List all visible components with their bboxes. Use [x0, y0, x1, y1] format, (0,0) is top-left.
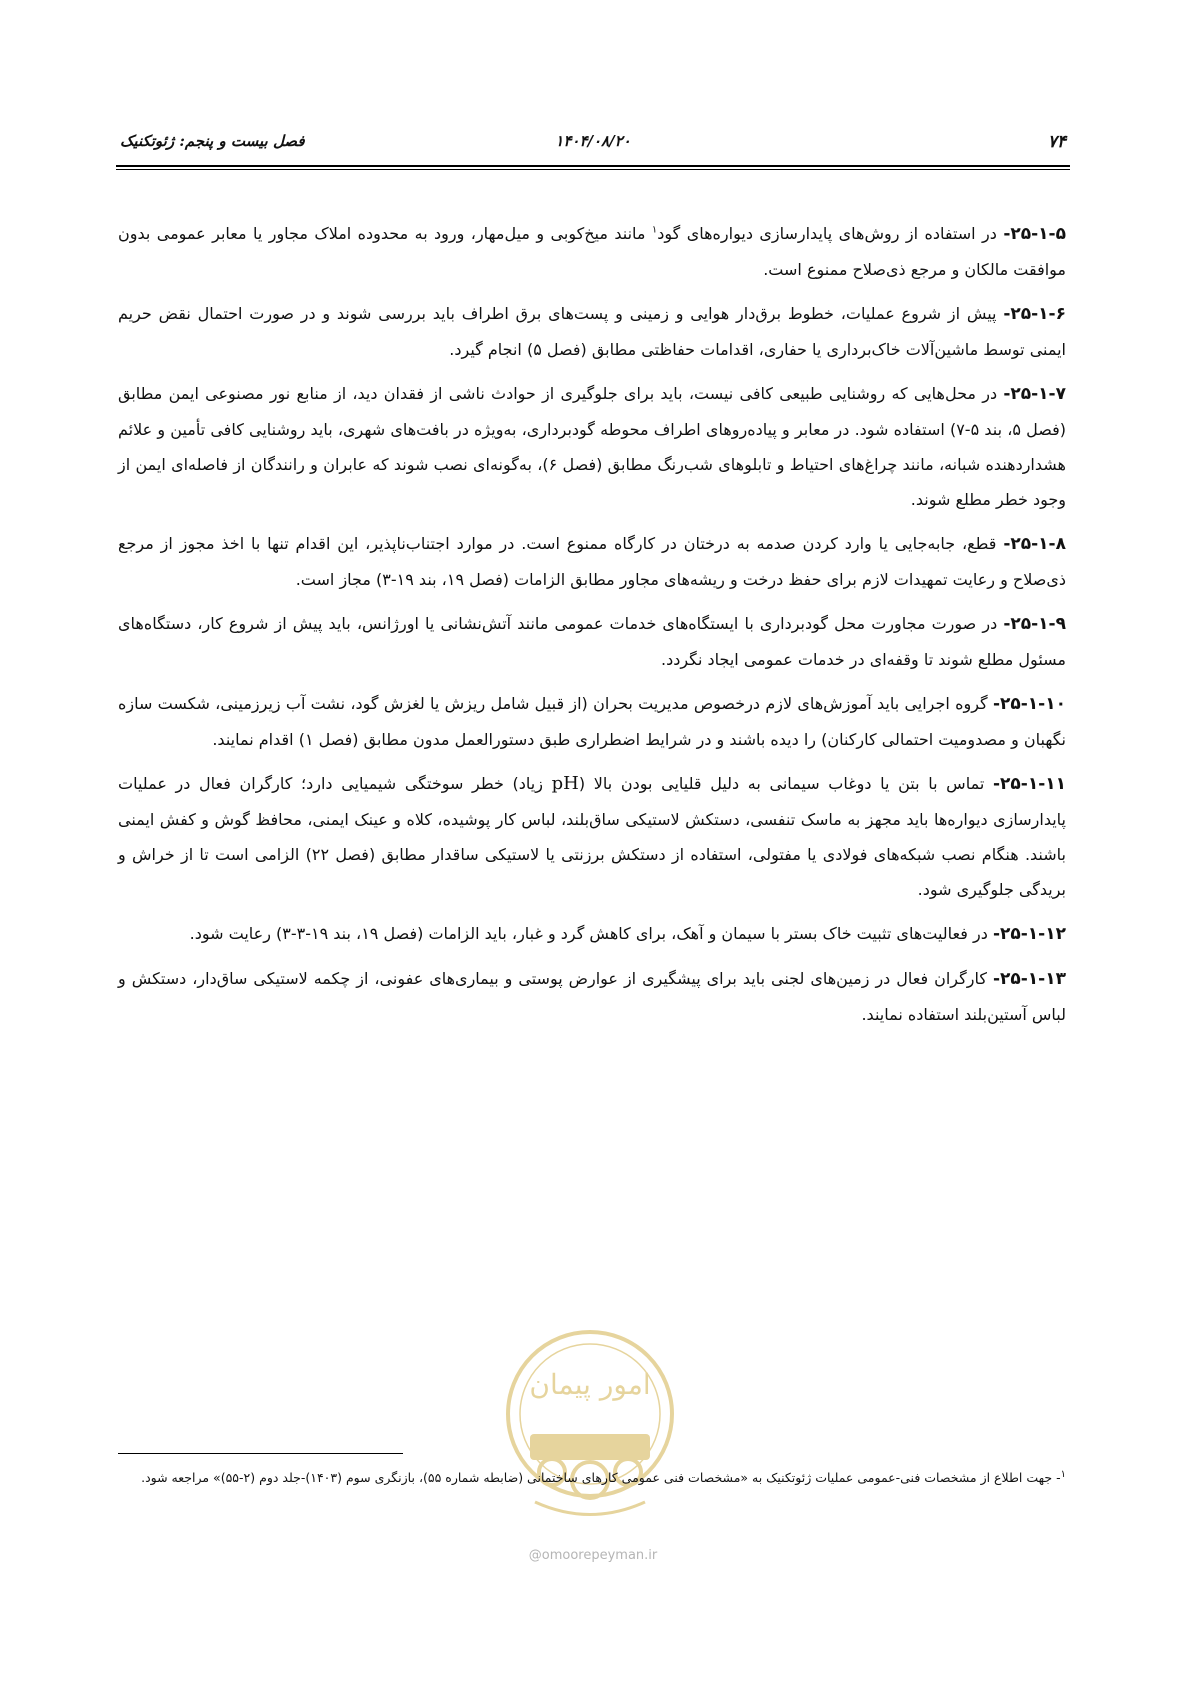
page-number: ۷۴	[1047, 132, 1066, 152]
paragraph-25-1-8	[118, 526, 1066, 597]
clause-number: ۲۵-۱-۷-	[1003, 384, 1066, 404]
footnote	[118, 1464, 1066, 1492]
clause-number: ۲۵-۱-۹-	[1003, 614, 1066, 634]
clause-number: ۲۵-۱-۱۳-	[992, 969, 1066, 989]
footnote-reference[interactable]: ۱	[651, 224, 658, 236]
paragraph-text: در فعالیت‌های تثبیت خاک بستر با سیمان و آهک، برای کاهش گرد و غبار، باید الزامات (فصل ۱۹، بند ۱۹-۳-۳) رعایت شود.	[189, 924, 993, 943]
paragraph-25-1-9	[118, 606, 1066, 677]
ph-term: pH	[551, 773, 579, 794]
paragraph-text: تماس با بتن یا دوغاب سیمانی به دلیل قلیایی بودن بالا (	[578, 774, 993, 793]
paragraph-text: کارگران فعال در زمین‌های لجنی باید برای پیشگیری از عوارض پوستی و بیماری‌های عفونی، از چکمه لاستیکی ساق‌دار، دستکش و لباس آستین‌بلند استفاده نمایند.	[118, 969, 1066, 1024]
footnote-marker: ۱	[1060, 1468, 1066, 1480]
footnote-rule	[118, 1453, 403, 1454]
clause-number: ۲۵-۱-۸-	[1003, 534, 1066, 554]
clause-number: ۲۵-۱-۱۱-	[992, 774, 1067, 794]
watermark-url: @omoorepeyman.ir	[528, 1548, 658, 1563]
header-date: ۱۴۰۴/۰۸/۲۰	[555, 132, 631, 150]
paragraph-text: گروه اجرایی باید آموزش‌های لازم درخصوص مدیریت بحران (از قبیل شامل ریزش یا لغزش گود، نشت آب زیرزمینی، شکست سازه نگهبان و مصدومیت احتمالی کارکنان) را دیده باشند و در شرایط اضطراری طبق دستورالعمل مدون مطابق (فصل ۱) اقدام نمایند.	[118, 694, 1066, 749]
clause-number: ۲۵-۱-۱۲-	[992, 924, 1066, 944]
watermark-logo	[490, 1322, 690, 1532]
footnote-text: - جهت اطلاع از مشخصات فنی-عمومی عملیات ژئوتکنیک به «مشخصات فنی عمومی کارهای ساختمانی (ضابطه شماره ۵۵)، بازنگری سوم (۱۴۰۳)-جلد دوم (۲-۵۵)» مراجعه شود.	[141, 1470, 1061, 1485]
clause-number: ۲۵-۱-۱۰-	[992, 694, 1066, 714]
paragraph-25-1-12	[118, 916, 1066, 952]
paragraph-25-1-13	[118, 961, 1066, 1032]
paragraph-text: قطع، جابه‌جایی یا وارد کردن صدمه به درختان در کارگاه ممنوع است. در موارد اجتناب‌ناپذیر، این اقدام تنها با اخذ مجوز از مرجع ذی‌صلاح و رعایت تمهیدات لازم برای حفظ درخت و ریشه‌های مجاور مطابق الزامات (فصل ۱۹، بند ۱۹-۳) مجاز است.	[118, 534, 1066, 589]
paragraph-25-1-7	[118, 376, 1066, 517]
paragraph-text: مانند میخ‌کوبی و میل‌مهار، ورود به محدوده املاک مجاور یا معابر عمومی بدون موافقت مالکان و مرجع ذی‌صلاح ممنوع است.	[118, 224, 1066, 279]
paragraph-text: در صورت مجاورت محل گودبرداری با ایستگاه‌های خدمات عمومی مانند آتش‌نشانی یا اورژانس، باید پیش از شروع کار، دستگاه‌های مسئول مطلع شوند تا وقفه‌ای در خدمات عمومی ایجاد نگردد.	[118, 614, 1066, 669]
paragraph-text: در محل‌هایی که روشنایی طبیعی کافی نیست، باید برای جلوگیری از حوادث ناشی از فقدان دید، از منابع نور مصنوعی ایمن مطابق (فصل ۵، بند ۵-۷) استفاده شود. در معابر و پیاده‌روهای اطراف محوطه گودبرداری، به‌ویژه در بافت‌های شهری، باید روشنایی کافی تأمین و علائم هشداردهنده شبانه، مانند چراغ‌های احتیاط و تابلوهای شب‌رنگ مطابق (فصل ۶)، به‌گونه‌ای نصب شوند که عابران و رانندگان از فاصله‌ای ایمن از وجود خطر مطلع شوند.	[118, 384, 1067, 509]
clause-number: ۲۵-۱-۶-	[1003, 304, 1066, 324]
clause-number: ۲۵-۱-۵-	[1003, 224, 1066, 244]
chapter-title: فصل بیست و پنجم: ژئوتکنیک	[120, 132, 305, 150]
paragraph-text: در استفاده از روش‌های پایدارسازی دیواره‌های گود	[657, 224, 1004, 243]
body-text	[118, 216, 1066, 1041]
paragraph-25-1-10	[118, 686, 1066, 757]
header-rule	[116, 165, 1070, 170]
watermark-text: امور پیمان	[529, 1368, 651, 1401]
watermark-seal-icon	[490, 1322, 690, 1532]
paragraph-25-1-5	[118, 216, 1066, 287]
paragraph-25-1-11	[118, 766, 1066, 907]
paragraph-text: پیش از شروع عملیات، خطوط برق‌دار هوایی و زمینی و پست‌های برق اطراف باید بررسی شوند و در صورت احتمال نقض حریم ایمنی توسط ماشین‌آلات خاک‌برداری یا حفاری، اقدامات حفاظتی مطابق (فصل ۵) انجام گیرد.	[118, 304, 1066, 359]
paragraph-25-1-6	[118, 296, 1066, 367]
paragraph-text: زیاد) خطر سوختگی شیمیایی دارد؛ کارگران فعال در عملیات پایدارسازی دیواره‌ها باید مجهز به ماسک تنفسی، دستکش لاستیکی ساق‌بلند، لباس کار پوشیده، کلاه و عینک ایمنی، محافظ گوش و کفش ایمنی باشند. هنگام نصب شبکه‌های فولادی یا مفتولی، استفاده از دستکش برزنتی یا لاستیکی ساقدار مطابق (فصل ۲۲) الزامی است تا از خراش و بریدگی جلوگیری شود.	[118, 774, 1066, 899]
page-header	[116, 128, 1070, 164]
